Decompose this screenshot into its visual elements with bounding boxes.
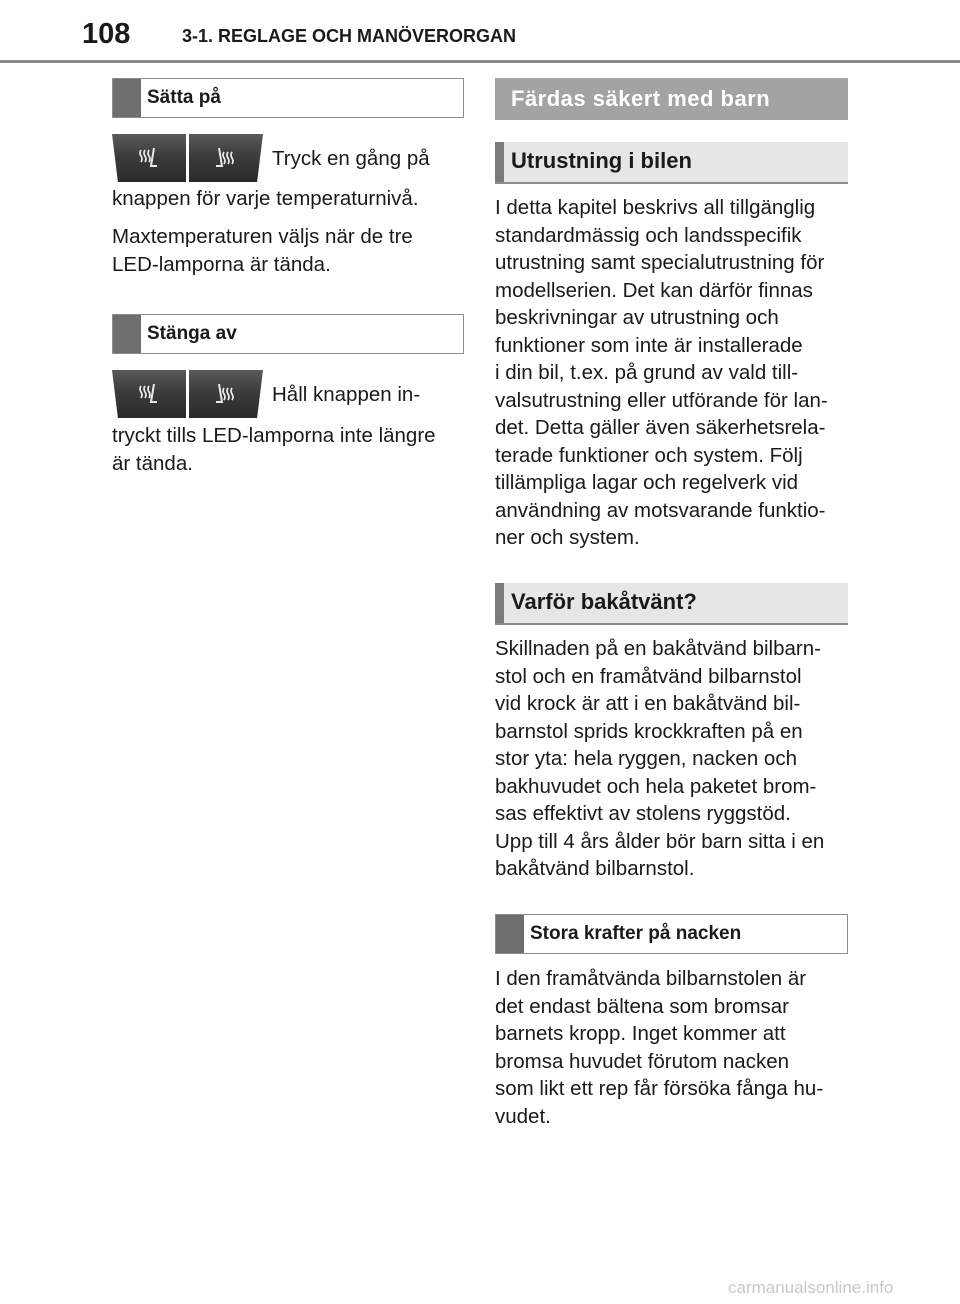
page-header bbox=[0, 0, 960, 62]
subheading-marker bbox=[113, 315, 141, 353]
on-button-caption: Tryck en gång på bbox=[272, 147, 430, 170]
subheading-marker bbox=[495, 142, 504, 182]
seat-heating-button-left bbox=[112, 134, 186, 182]
seat-heating-button-right bbox=[189, 134, 263, 182]
why-paragraph: Skillnaden på en bakåtvänd bilbarn- stol och en framåtvänd bilbarnstol vid krock är att i en bakåtvänd bil- barnstol sprids krockkraften på en stor yta: hela ryggen, nacken och bakhuvudet och hela paketet brom- sas effektivt av stolens ryggstöd. Upp till 4 års ålder bör barn sitta i en bakåtvänd bilbarnstol. bbox=[495, 637, 825, 880]
seat-heating-button-left bbox=[112, 370, 186, 418]
header-divider bbox=[0, 60, 960, 63]
subheading-marker bbox=[496, 915, 524, 953]
on-paragraph-1: knappen för varje temperaturnivå. bbox=[112, 187, 419, 210]
subheading-equipment-label: Utrustning i bilen bbox=[511, 148, 692, 173]
page-number: 108 bbox=[82, 18, 131, 50]
section-heading-label: Färdas säkert med barn bbox=[511, 86, 771, 111]
subheading-why-label: Varför bakåtvänt? bbox=[511, 589, 697, 614]
subheading-off-label: Stänga av bbox=[147, 323, 237, 344]
equipment-paragraph: I detta kapitel beskrivs all tillgänglig standardmässig och landsspecifik utrustning samt specialutrustning för modellserien. Det kan därför finnas beskrivningar av utrustning och funktioner som inte är installerade i din bil, t.ex. på grund av vald till- valsutrustning eller utförande för lan- det. Detta gäller även säkerhetsrela- terade funktioner och system. Följ tillämpliga lagar och regelverk vid användning av motsvarande funktio- ner och system. bbox=[495, 196, 828, 549]
subheading-off bbox=[112, 314, 464, 354]
subheading-marker bbox=[495, 583, 504, 623]
subheading-forces bbox=[495, 914, 848, 954]
subheading-why bbox=[495, 583, 848, 625]
section-heading bbox=[495, 78, 848, 120]
off-button-caption: Håll knappen in- bbox=[272, 383, 421, 406]
watermark: carmanualsonline.info bbox=[728, 1278, 894, 1297]
seat-heating-icon bbox=[137, 382, 159, 406]
subheading-on bbox=[112, 78, 464, 118]
subheading-on-label: Sätta på bbox=[147, 87, 221, 108]
seat-heating-icon bbox=[214, 146, 236, 170]
subheading-forces-label: Stora krafter på nacken bbox=[530, 923, 742, 944]
off-paragraph-1: tryckt tills LED-lamporna inte längre är tända. bbox=[112, 424, 436, 475]
seat-heating-button-right bbox=[189, 370, 263, 418]
seat-heating-icon bbox=[137, 146, 159, 170]
chapter-title: 3-1. REGLAGE OCH MANÖVERORGAN bbox=[182, 26, 517, 46]
subheading-equipment bbox=[495, 142, 848, 184]
subheading-marker bbox=[113, 79, 141, 117]
seat-heating-icon bbox=[214, 382, 236, 406]
on-paragraph-2: Maxtemperaturen väljs när de tre LED-lamporna är tända. bbox=[112, 225, 413, 276]
forces-paragraph: I den framåtvända bilbarnstolen är det endast bältena som bromsar barnets kropp. Inget kommer att bromsa huvudet förutom nacken som likt ett rep får försöka fånga hu- vudet. bbox=[495, 967, 824, 1128]
